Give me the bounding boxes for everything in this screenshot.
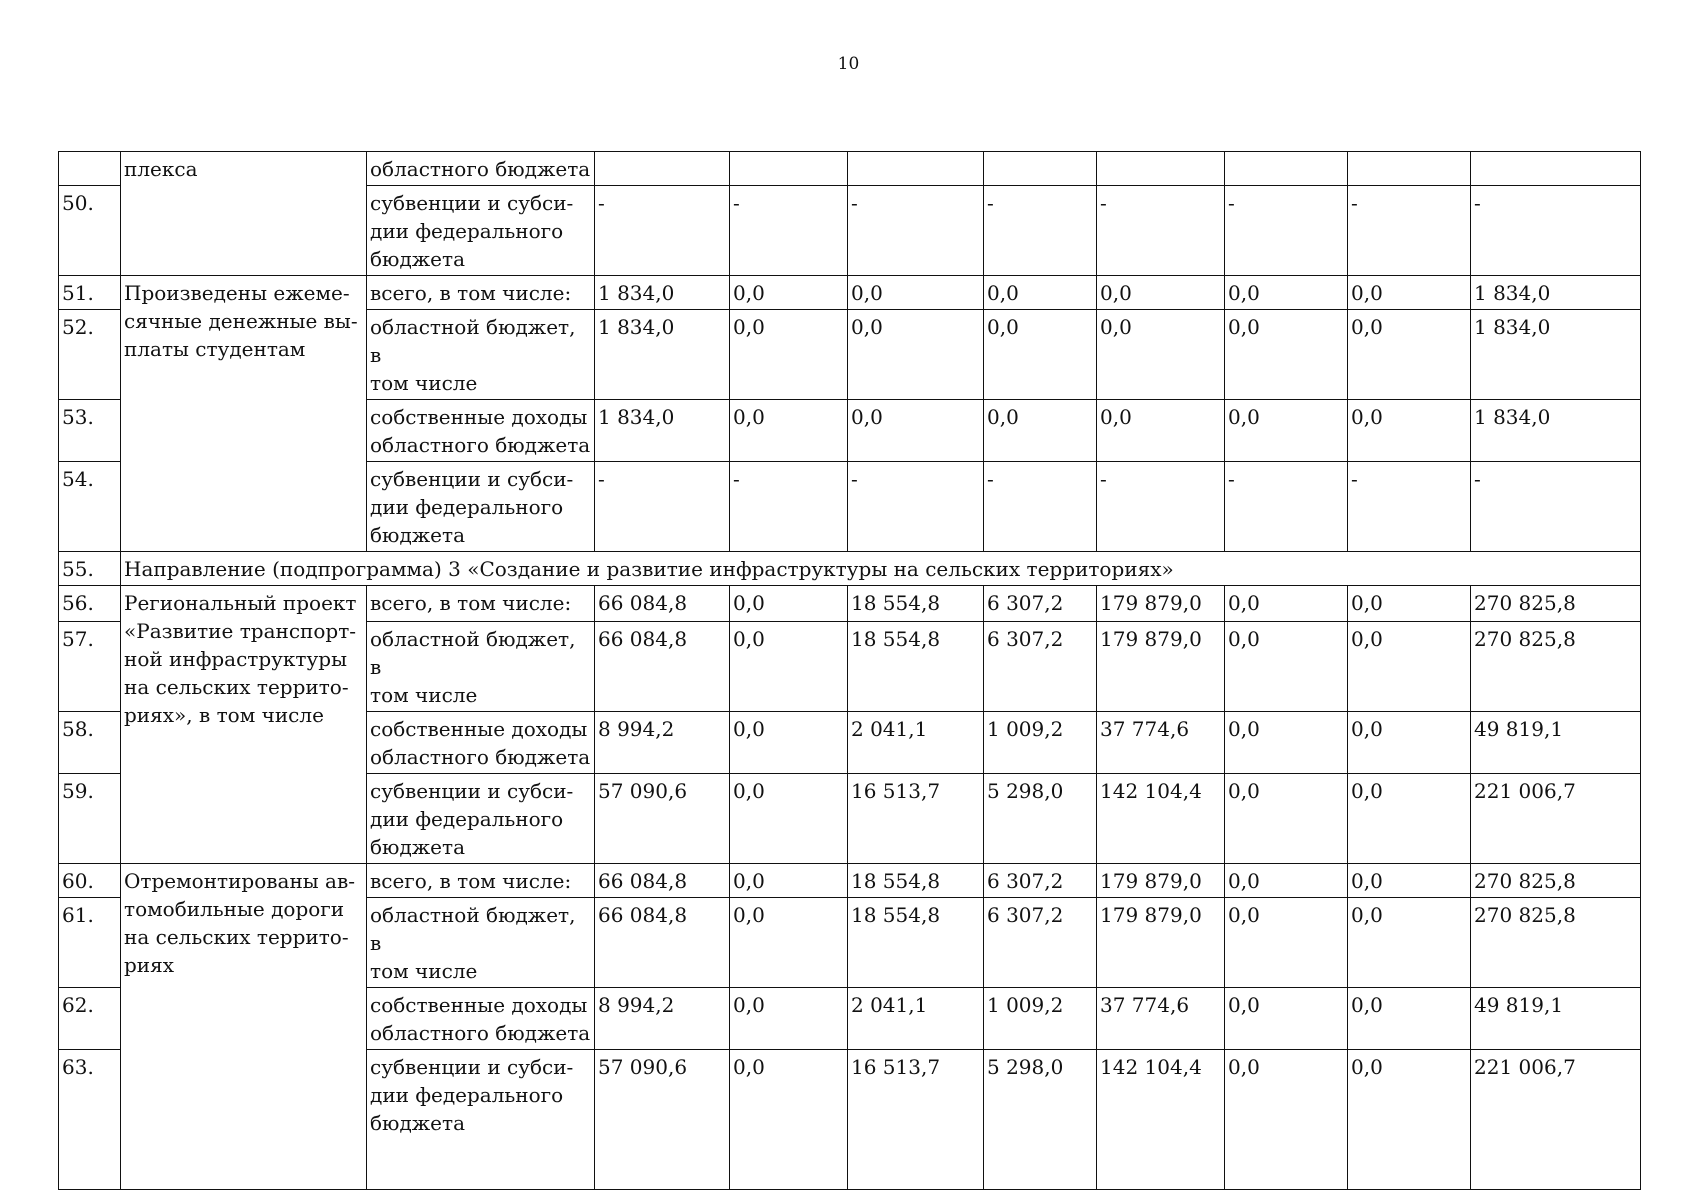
value-cell: 0,0 (730, 712, 848, 774)
row-number: 57. (59, 622, 121, 712)
value-cell: 0,0 (1225, 622, 1348, 712)
value-cell: 8 994,2 (595, 988, 730, 1050)
value-cell: 16 513,7 (848, 774, 984, 864)
value-cell: - (984, 186, 1097, 276)
row-number: 62. (59, 988, 121, 1050)
value-cell (1348, 152, 1471, 186)
value-cell: 179 879,0 (1097, 864, 1225, 898)
value-cell: 57 090,6 (595, 1050, 730, 1190)
funding-source: субвенции и субси- дии федерального бюджета (367, 462, 595, 552)
value-cell: 179 879,0 (1097, 898, 1225, 988)
value-cell: - (1225, 462, 1348, 552)
funding-source: областной бюджет, в том числе (367, 622, 595, 712)
value-cell: 0,0 (1225, 712, 1348, 774)
value-cell: 0,0 (730, 276, 848, 310)
row-number: 63. (59, 1050, 121, 1190)
value-cell: 0,0 (984, 276, 1097, 310)
value-cell (1471, 152, 1641, 186)
value-cell: 0,0 (1348, 276, 1471, 310)
value-cell: 18 554,8 (848, 586, 984, 622)
funding-source: субвенции и субси- дии федерального бюджета (367, 1050, 595, 1190)
value-cell: 66 084,8 (595, 898, 730, 988)
value-cell: 0,0 (730, 400, 848, 462)
value-cell: 0,0 (1348, 898, 1471, 988)
value-cell: 6 307,2 (984, 586, 1097, 622)
value-cell: 179 879,0 (1097, 586, 1225, 622)
value-cell (730, 152, 848, 186)
value-cell: 0,0 (1225, 774, 1348, 864)
value-cell: 18 554,8 (848, 864, 984, 898)
value-cell: 0,0 (1225, 310, 1348, 400)
value-cell: 0,0 (848, 400, 984, 462)
value-cell: 57 090,6 (595, 774, 730, 864)
value-cell: 0,0 (1348, 586, 1471, 622)
value-cell: 0,0 (984, 310, 1097, 400)
value-cell: - (730, 462, 848, 552)
value-cell: 0,0 (1225, 864, 1348, 898)
row-number: 56. (59, 586, 121, 622)
value-cell: 37 774,6 (1097, 988, 1225, 1050)
table-row (59, 552, 1641, 586)
row-number: 50. (59, 186, 121, 276)
value-cell: 0,0 (1348, 864, 1471, 898)
value-cell: 179 879,0 (1097, 622, 1225, 712)
funding-source: всего, в том числе: (367, 276, 595, 310)
row-number: 52. (59, 310, 121, 400)
value-cell: 1 834,0 (1471, 400, 1641, 462)
value-cell: - (1097, 462, 1225, 552)
page-number: 10 (837, 54, 860, 74)
funding-source: субвенции и субси- дии федерального бюджета (367, 774, 595, 864)
value-cell: 1 834,0 (595, 400, 730, 462)
value-cell: 1 834,0 (1471, 276, 1641, 310)
value-cell: - (848, 462, 984, 552)
value-cell: - (1348, 186, 1471, 276)
funding-source: областной бюджет, в том числе (367, 898, 595, 988)
value-cell (984, 152, 1097, 186)
funding-source: собственные доходы областного бюджета (367, 988, 595, 1050)
funding-source: всего, в том числе: (367, 586, 595, 622)
value-cell: 270 825,8 (1471, 864, 1641, 898)
row-number: 58. (59, 712, 121, 774)
value-cell: 0,0 (730, 864, 848, 898)
row-number: 61. (59, 898, 121, 988)
measure-name: Региональный проект «Развитие транспорт- ной инфраструктуры на сельских террито- риях», в том числе (121, 586, 367, 864)
value-cell: 0,0 (1348, 1050, 1471, 1190)
value-cell: 0,0 (848, 276, 984, 310)
value-cell: 0,0 (1348, 712, 1471, 774)
row-number: 54. (59, 462, 121, 552)
value-cell: 0,0 (1225, 586, 1348, 622)
value-cell: 8 994,2 (595, 712, 730, 774)
table-row (59, 276, 1641, 310)
value-cell: 1 834,0 (595, 276, 730, 310)
value-cell: - (595, 462, 730, 552)
row-number: 60. (59, 864, 121, 898)
value-cell: 0,0 (1348, 400, 1471, 462)
value-cell: 2 041,1 (848, 712, 984, 774)
value-cell: 0,0 (730, 310, 848, 400)
value-cell: 18 554,8 (848, 898, 984, 988)
value-cell: 0,0 (730, 1050, 848, 1190)
row-number (59, 152, 121, 186)
funding-source: всего, в том числе: (367, 864, 595, 898)
measure-name: плекса (121, 152, 367, 276)
row-number: 55. (59, 552, 121, 586)
value-cell: 37 774,6 (1097, 712, 1225, 774)
value-cell: - (1348, 462, 1471, 552)
value-cell: 1 834,0 (1471, 310, 1641, 400)
value-cell: 0,0 (730, 774, 848, 864)
value-cell: 16 513,7 (848, 1050, 984, 1190)
value-cell: 0,0 (730, 898, 848, 988)
value-cell: 0,0 (1225, 1050, 1348, 1190)
value-cell: - (1097, 186, 1225, 276)
value-cell: 0,0 (1348, 622, 1471, 712)
value-cell: 5 298,0 (984, 1050, 1097, 1190)
value-cell: 0,0 (1225, 898, 1348, 988)
value-cell: 49 819,1 (1471, 712, 1641, 774)
value-cell: 2 041,1 (848, 988, 984, 1050)
table-row (59, 864, 1641, 898)
value-cell: - (984, 462, 1097, 552)
row-number: 51. (59, 276, 121, 310)
value-cell: 270 825,8 (1471, 622, 1641, 712)
value-cell: 6 307,2 (984, 898, 1097, 988)
value-cell: 66 084,8 (595, 622, 730, 712)
value-cell: 142 104,4 (1097, 774, 1225, 864)
value-cell: - (1471, 462, 1641, 552)
value-cell: - (1225, 186, 1348, 276)
measure-name: Отремонтированы ав- томобильные дороги на сельских террито- риях (121, 864, 367, 1190)
value-cell: 6 307,2 (984, 622, 1097, 712)
value-cell: 18 554,8 (848, 622, 984, 712)
value-cell: - (595, 186, 730, 276)
value-cell: 1 834,0 (595, 310, 730, 400)
table-row (59, 586, 1641, 622)
value-cell (848, 152, 984, 186)
value-cell: 142 104,4 (1097, 1050, 1225, 1190)
value-cell: 0,0 (1225, 276, 1348, 310)
value-cell: 221 006,7 (1471, 1050, 1641, 1190)
row-number: 53. (59, 400, 121, 462)
value-cell: 0,0 (730, 988, 848, 1050)
value-cell: 0,0 (730, 622, 848, 712)
value-cell: 6 307,2 (984, 864, 1097, 898)
value-cell: 0,0 (1097, 310, 1225, 400)
value-cell: 0,0 (1348, 310, 1471, 400)
value-cell: - (730, 186, 848, 276)
funding-source: областного бюджета (367, 152, 595, 186)
value-cell: - (848, 186, 984, 276)
value-cell: 0,0 (1097, 276, 1225, 310)
value-cell (595, 152, 730, 186)
funding-source: собственные доходы областного бюджета (367, 712, 595, 774)
value-cell: 66 084,8 (595, 586, 730, 622)
value-cell: 5 298,0 (984, 774, 1097, 864)
value-cell: 0,0 (730, 586, 848, 622)
funding-source: субвенции и субси- дии федерального бюджета (367, 186, 595, 276)
value-cell: 66 084,8 (595, 864, 730, 898)
value-cell: 0,0 (1225, 988, 1348, 1050)
section-heading: Направление (подпрограмма) 3 «Создание и развитие инфраструктуры на сельских территориях» (121, 552, 1641, 586)
value-cell: 0,0 (1225, 400, 1348, 462)
value-cell: 221 006,7 (1471, 774, 1641, 864)
value-cell: 0,0 (1348, 774, 1471, 864)
value-cell: 270 825,8 (1471, 898, 1641, 988)
measure-name: Произведены ежеме- сячные денежные вы- платы студентам (121, 276, 367, 552)
value-cell: 0,0 (1348, 988, 1471, 1050)
value-cell (1225, 152, 1348, 186)
value-cell: 0,0 (984, 400, 1097, 462)
value-cell: - (1471, 186, 1641, 276)
budget-table (58, 151, 1641, 1190)
value-cell: 1 009,2 (984, 712, 1097, 774)
value-cell: 49 819,1 (1471, 988, 1641, 1050)
funding-source: областной бюджет, в том числе (367, 310, 595, 400)
value-cell: 0,0 (1097, 400, 1225, 462)
value-cell: 270 825,8 (1471, 586, 1641, 622)
value-cell: 1 009,2 (984, 988, 1097, 1050)
value-cell (1097, 152, 1225, 186)
value-cell: 0,0 (848, 310, 984, 400)
table-row (59, 152, 1641, 186)
row-number: 59. (59, 774, 121, 864)
funding-source: собственные доходы областного бюджета (367, 400, 595, 462)
